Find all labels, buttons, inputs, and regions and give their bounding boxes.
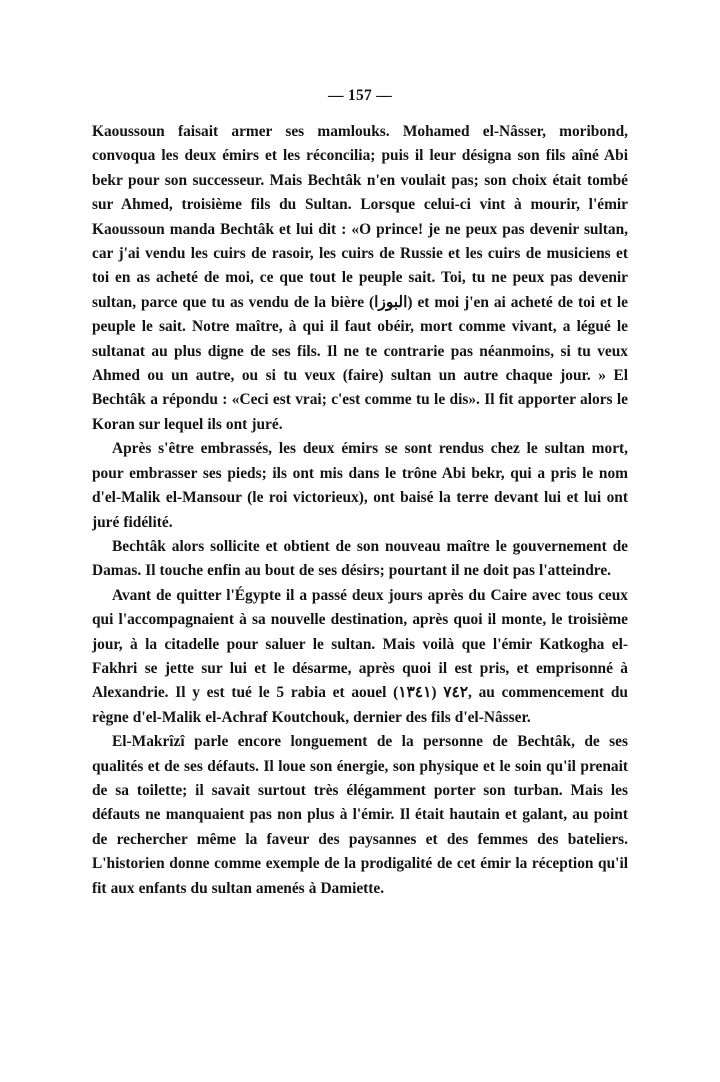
- paragraph-5: El-Makrîzî parle encore longuement de la personne de Bechtâk, de ses qualités et de ses défauts. Il loue son énergie, son physique et le soin qu'il prenait de sa toilette; il savait surtout très élégamment porter son turban. Mais les défauts ne manquaient pas non plus à l'émir. Il était hautain et galant, au point de rechercher même la faveur des paysannes et des femmes des bateliers. L'historien donne comme exemple de la prodigalité de cet émir la réception qu'il fit aux enfants du sultan amenés à Damiette.: [92, 733, 628, 897]
- page-number: — 157 —: [327, 87, 393, 104]
- paragraph-3: Bechtâk alors sollicite et obtient de son nouveau maître le gouvernement de Damas. Il touche enfin au bout de ses désirs; pourtant il ne doit pas l'atteindre.: [92, 537, 628, 580]
- paragraph-2: Après s'être embrassés, les deux émirs se sont rendus chez le sultan mort, pour embrasser ses pieds; ils ont mis dans le trône Abi bekr, qui a pris le nom d'el-Malik el-Mansour (le roi victorieux), ont baisé la terre devant lui et lui ont juré fidélité.: [92, 440, 628, 531]
- paragraph-1: Kaoussoun faisait armer ses mamlouks. Mohamed el-Nâsser, moribond, convoqua les deux émirs et les réconcilia; puis il leur désigna son fils aîné Abi bekr pour son successeur. Mais Bechtâk n'en voulait pas; son choix était tombé sur Ahmed, troisième fils du Sultan. Lorsque celui-ci vint à mourir, l'émir Kaoussoun manda Bechtâk et lui dit : «O prince! je ne peux pas devenir sultan, car j'ai vendu les cuirs de rasoir, les cuirs de Russie et les cuirs de musiciens et toi en as acheté de moi, ce que tout le peuple sait. Toi, tu ne peux pas devenir sultan, parce que tu as vendu de la bière (البوزا) et moi j'en ai acheté de toi et le peuple le sait. Notre maître, à qui il faut obéir, mort comme vivant, a légué le sultanat au plus digne de ses fils. Il ne te contrarie pas néanmoins, si tu veux Ahmed ou un autre, ou si tu veux (faire) sultan un autre chaque jour. » El Bechtâk a répondu : «Ceci est vrai; c'est comme tu le dis». Il fit apporter alors le Koran sur lequel ils ont juré.: [92, 123, 628, 433]
- document-page: [92, 86, 628, 901]
- paragraph-4: Avant de quitter l'Égypte il a passé deux jours après du Caire avec tous ceux qui l'accompagnaient à sa nouvelle destination, après quoi il monte, le troisième jour, à la citadelle pour saluer le sultan. Mais voilà que l'émir Katkogha el-Fakhri se jette sur lui et le désarme, après quoi il est pris, et emprisonné à Alexandrie. Il y est tué le 5 rabia et aouel ٧٤٢ (١٣٤١), au commencement du règne d'el-Malik el-Achraf Koutchouk, dernier des fils d'el-Nâsser.: [92, 586, 628, 726]
